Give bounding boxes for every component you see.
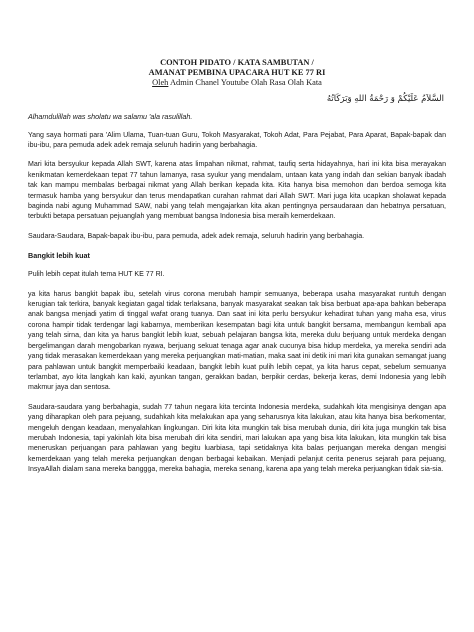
- oleh-label: Oleh: [152, 78, 169, 88]
- paragraph-2: Mari kita bersyukur kepada Allah SWT, karena atas limpahan nikmat, rahmat, taufiq serta hidayahnya, hari ini kita bisa merayakan kenikmatan kemerdekaan tepat 77 tahun lamanya, rasa syukur yang mendalam, untaan kata yang indah dan sekian banyak ibadah tak kan mampu membalas berbagai nikmat yang Allah berikan kepada kita. Kita hanya bisa memohon dan berdoa semoga kita termasuk hamba yang bersyukur dan terus mendapatkan curahan rahmat dari Allah SWT. Mari juga kita ucapkan sholawat kepada baginda nabi agung Muhammad SAW, nabi yang telah mengajarkan kita akan pentingnya persaudaraan dan hebatnya persatuan, terbukti betapa persatuan pejuanglah yang membuat bangsa Indonesia bisa meraih kemerdekaan.: [28, 161, 446, 221]
- paragraph-1: Yang saya hormati para 'Alim Ulama, Tuan-tuan Guru, Tokoh Masyarakat, Tokoh Adat, Para Pejabat, Para Aparat, Bapak-bapak dan ibu-ibu, para pemuda adek adek remaja seluruh hadirin yang berbahagia.: [28, 131, 446, 150]
- greeting: Alhamdulillah was sholatu wa salamu 'ala rasulillah.: [28, 111, 193, 121]
- title-line-1: CONTOH PIDATO / KATA SAMBUTAN /: [160, 58, 314, 67]
- section-title: Bangkit lebih kuat: [28, 251, 90, 261]
- author-name: Admin Chanel Youtube Olah Rasa Olah Kata: [168, 78, 322, 88]
- arabic-salam: السَّلاَمُ عَلَيْكُمْ وَ رَحْمَةُ اللهِ وَبَرَكَاتُهُ: [326, 93, 444, 104]
- section-paragraph-1: ya kita harus bangkit bapak ibu, setelah virus corona merubah hampir semuanya, beberapa usaha masyarakat runtuh dengan kerugian tak terkira, banyak kegiatan gagal tidak terlaksana, banyak masyarakat seakan tak bisa berbuat apa-apa bahkan beberapa anak bangsa menjadi yatim di tinggal wafat orang tuanya. Dan saat ini kita perlu bersyukur kehadirat tuhan yang maha esa, virus corona hampir tidak terdengar lagi kabarnya, memberikan kesempatan bagi kita untuk bangkit bersama, membangun kembali apa yang telah sirna, dan kita ya harus bangkit lebih kuat, sebuah pelajaran bangsa kita, mereka dulu berjuang untuk merdeka dengan bergelimangan darah mengobarkan nyawa, berjuang sekuat tenaga agar anak cucunya bisa hidup merdeka, ya mereka sendiri ada yang tidak merasakan kemerdekaan yang mereka perjuangkan mati-matian, maka saat ini detik ini mari kita gunakan semangat juang para pahlawan untuk bangkit memperbaiki keadaan, bangkit lebih kuat pulih lebih cepat, ya kita harus cepat, sebelum semuanya terlambat, ayo kita langkah kan kaki, ayunkan tangan, gerakkan badan, berpikir cerdas, bekerja keras, demi Indonesia yang lebih makmur jaya dan sentosa.: [28, 290, 446, 392]
- section-paragraph-2: Saudara-saudara yang berbahagia, sudah 77 tahun negara kita tercinta Indonesia merdeka, sudahkah kita mengisinya dengan apa yang diharapkan oleh para pejuang, sudahkah kita melakukan apa yang seharusnya kita lakukan, atau kita hanya bisa berkomentar, mengeluh dengan keadaan, menyalahkan lingkungan. Diri kita kita mungkin tak bisa merubah dunia, diri kita juga mungkin tak bisa merubah Indonesia, tapi yakinlah kita bisa merubah diri kita sendiri, mari lakukan apa yang bisa kita lakukan, kita mungkin tak bisa meneruskan perjuangan para pahlawan yang begitu luarbiasa, tapi setidaknya kita balas perjuangan mereka dengan mengisi kemerdekaan yang telah mereka perjuangkan dengan berbagai kebaikan. Menjadi pelanjut cerita penerus sejarah para pejuang, InsyaAllah dialam sana mereka banggga, mereka bahagia, mereka senang, karena apa yang telah mereka perjuangkan tidak sia-sia.: [28, 403, 446, 474]
- paragraph-3: Saudara-Saudara, Bapak-bapak ibu-ibu, para pemuda, adek adek remaja, seluruh hadirin yang berbahagia.: [28, 232, 365, 240]
- title-line-2: AMANAT PEMBINA UPACARA HUT KE 77 RI: [148, 68, 326, 78]
- section-intro: Pulih lebih cepat itulah tema HUT KE 77 RI.: [28, 271, 165, 279]
- document-header: [28, 58, 446, 89]
- author-line: [28, 78, 446, 88]
